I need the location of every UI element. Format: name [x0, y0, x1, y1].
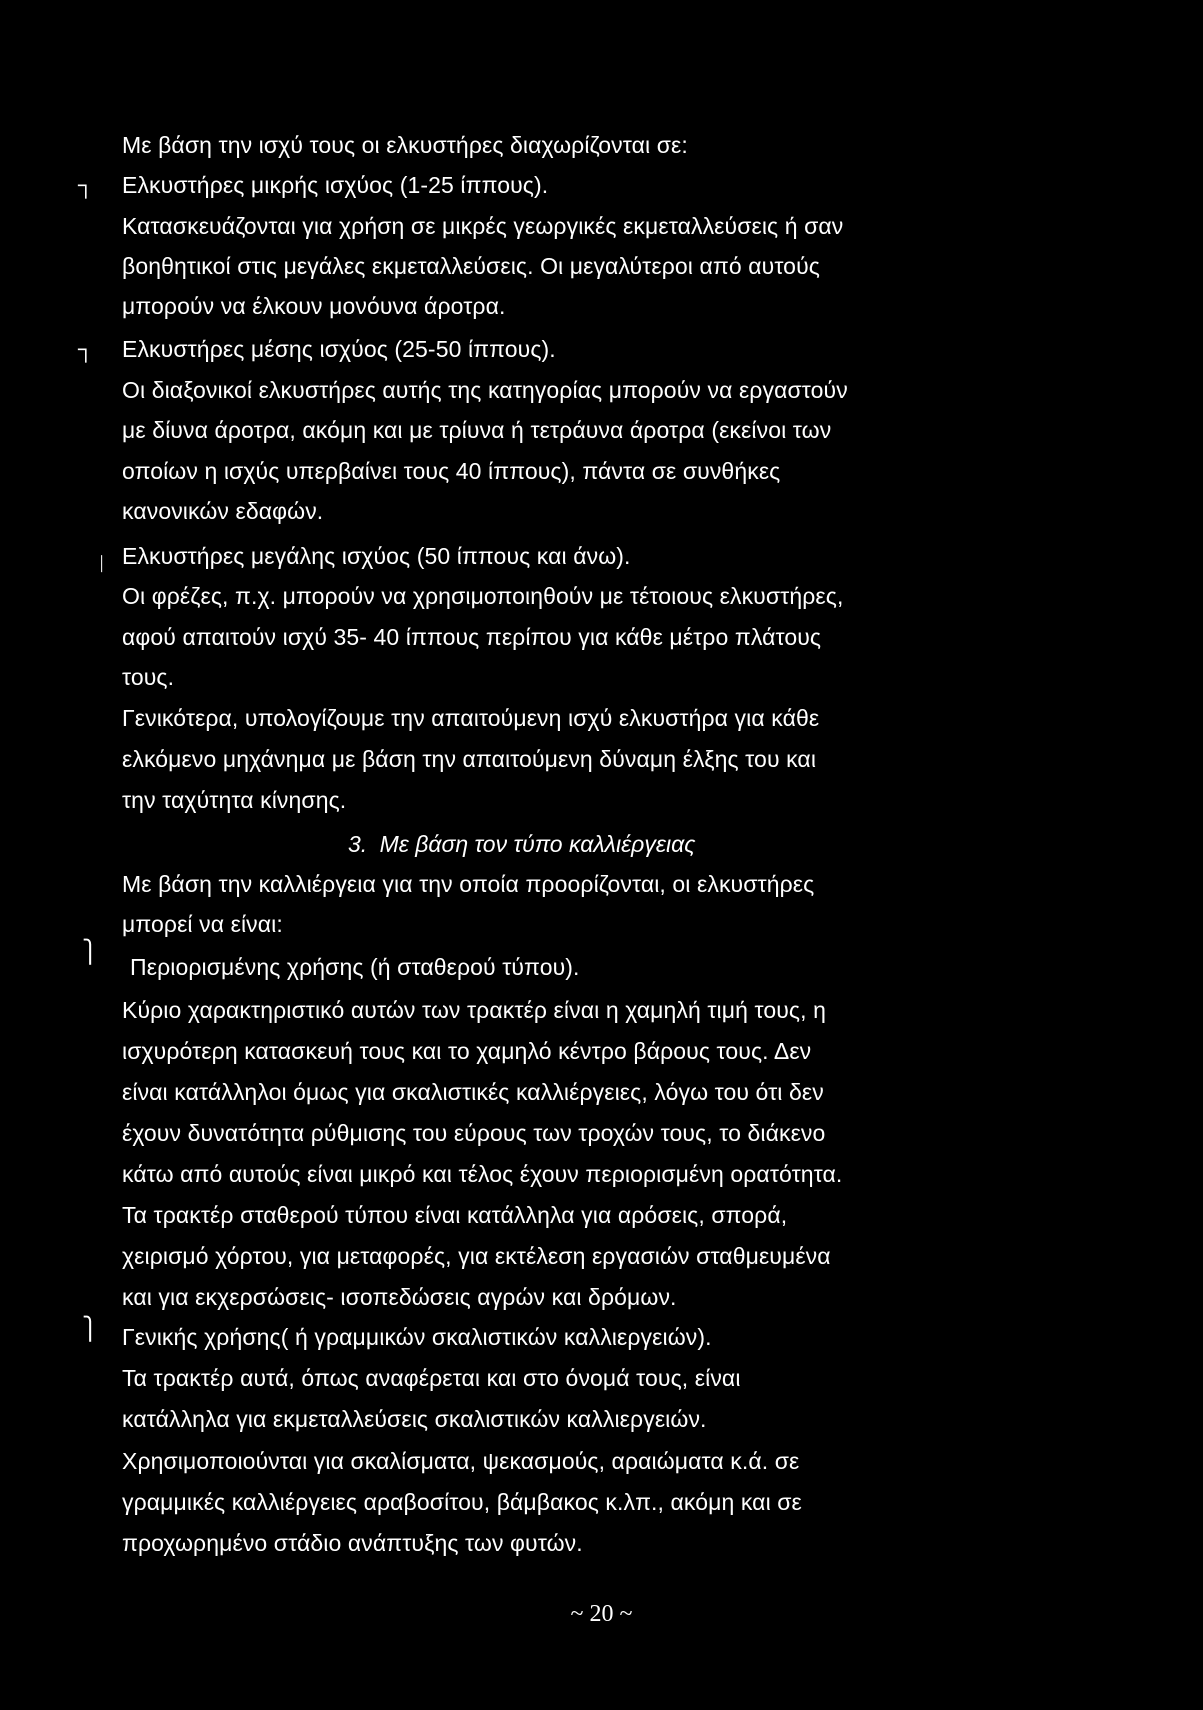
bullet-title: Γενικής χρήσης( ή γραμμικών σκαλιστικών καλλιεργειών). [122, 1324, 712, 1350]
text-line: Οι διαξονικοί ελκυστήρες αυτής της κατηγορίας μπορούν να εργαστούν [122, 377, 848, 403]
text-line: γραμμικές καλλιέργειες αραβοσίτου, βάμβακος κ.λπ., ακόμη και σε [122, 1489, 802, 1515]
section-number: 3. [348, 831, 368, 857]
text-line: Με βάση την ισχύ τους οι ελκυστήρες διαχωρίζονται σε: [122, 132, 688, 158]
text-line: Με βάση την καλλιέργεια για την οποία προορίζονται, οι ελκυστήρες [122, 871, 815, 897]
text-line: Χρησιμοποιούνται για σκαλίσματα, ψεκασμούς, αραιώματα κ.ά. σε [122, 1448, 800, 1474]
text-line: Κύριο χαρακτηριστικό αυτών των τρακτέρ είναι η χαμηλή τιμή τους, η [122, 997, 826, 1023]
text-line: οποίων η ισχύς υπερβαίνει τους 40 ίππους), πάντα σε συνθήκες [122, 458, 781, 484]
section-heading [348, 829, 695, 859]
text-line: μπορούν να έλκουν μονόυνα άροτρα. [122, 293, 506, 319]
section-title: Με βάση τον τύπο καλλιέργειας [379, 831, 696, 857]
text-line: κάτω από αυτούς είναι μικρό και τέλος έχουν περιορισμένη ορατότητα. [122, 1161, 843, 1187]
text-line: Τα τρακτέρ σταθερού τύπου είναι κατάλληλα για αρόσεις, σπορά, [122, 1202, 788, 1228]
bullet-marker: │ [98, 555, 107, 571]
text-line: Οι φρέζες, π.χ. μπορούν να χρησιμοποιηθούν με τέτοιους ελκυστήρες, [122, 583, 844, 609]
text-line: Γενικότερα, υπολογίζουμε την απαιτούμενη ισχύ ελκυστήρα για κάθε [122, 705, 820, 731]
text-line: κατάλληλα για εκμεταλλεύσεις σκαλιστικών καλλιεργειών. [122, 1406, 707, 1432]
text-line: ελκόμενο μηχάνημα με βάση την απαιτούμενη δύναμη έλξης του και [122, 746, 817, 772]
bullet-title: Ελκυστήρες μεγάλης ισχύος (50 ίππους και άνω). [122, 543, 631, 569]
text-line: μπορεί να είναι: [122, 911, 283, 937]
page-number: ~ 20 ~ [570, 1601, 633, 1627]
bullet-marker: ┐ [78, 172, 94, 197]
text-line: και για εκχερσώσεις- ισοπεδώσεις αγρών και δρόμων. [122, 1284, 677, 1310]
text-line: κανονικών εδαφών. [122, 498, 324, 524]
text-line: τους. [122, 664, 175, 690]
text-line: με δίυνα άροτρα, ακόμη και με τρίυνα ή τετράυνα άροτρα (εκείνοι των [122, 417, 832, 443]
bullet-title: Ελκυστήρες μέσης ισχύος (25-50 ίππους). [122, 336, 556, 362]
bullet-title: Ελκυστήρες μικρής ισχύος (1-25 ίππους). [122, 172, 549, 198]
bullet-marker: ┐ [78, 336, 94, 361]
text-line: είναι κατάλληλοι όμως για σκαλιστικές καλλιέργειες, λόγω του ότι δεν [122, 1079, 824, 1105]
text-line: προχωρημένο στάδιο ανάπτυξης των φυτών. [122, 1530, 583, 1556]
text-line: χειρισμό χόρτου, για μεταφορές, για εκτέλεση εργασιών σταθμευμένα [122, 1243, 831, 1269]
text-line: ισχυρότερη κατασκευή τους και το χαμηλό κέντρο βάρους τους. Δεν [122, 1038, 812, 1064]
text-line: έχουν δυνατότητα ρύθμισης του εύρους των τροχών τους, το διάκενο [122, 1120, 826, 1146]
text-line: βοηθητικοί στις μεγάλες εκμεταλλεύσεις. Οι μεγαλύτεροι από αυτούς [122, 253, 820, 279]
text-line: αφού απαιτούν ισχύ 35- 40 ίππους περίπου για κάθε μέτρο πλάτους [122, 624, 822, 650]
text-line: Κατασκευάζονται για χρήση σε μικρές γεωργικές εκμεταλλεύσεις ή σαν [122, 213, 844, 239]
bullet-marker: ⎫ [82, 1316, 99, 1341]
bullet-title: Περιορισμένης χρήσης (ή σταθερού τύπου). [130, 954, 580, 980]
text-line: Τα τρακτέρ αυτά, όπως αναφέρεται και στο όνομά τους, είναι [122, 1365, 741, 1391]
bullet-marker: ⎫ [82, 939, 99, 964]
text-line: την ταχύτητα κίνησης. [122, 787, 347, 813]
